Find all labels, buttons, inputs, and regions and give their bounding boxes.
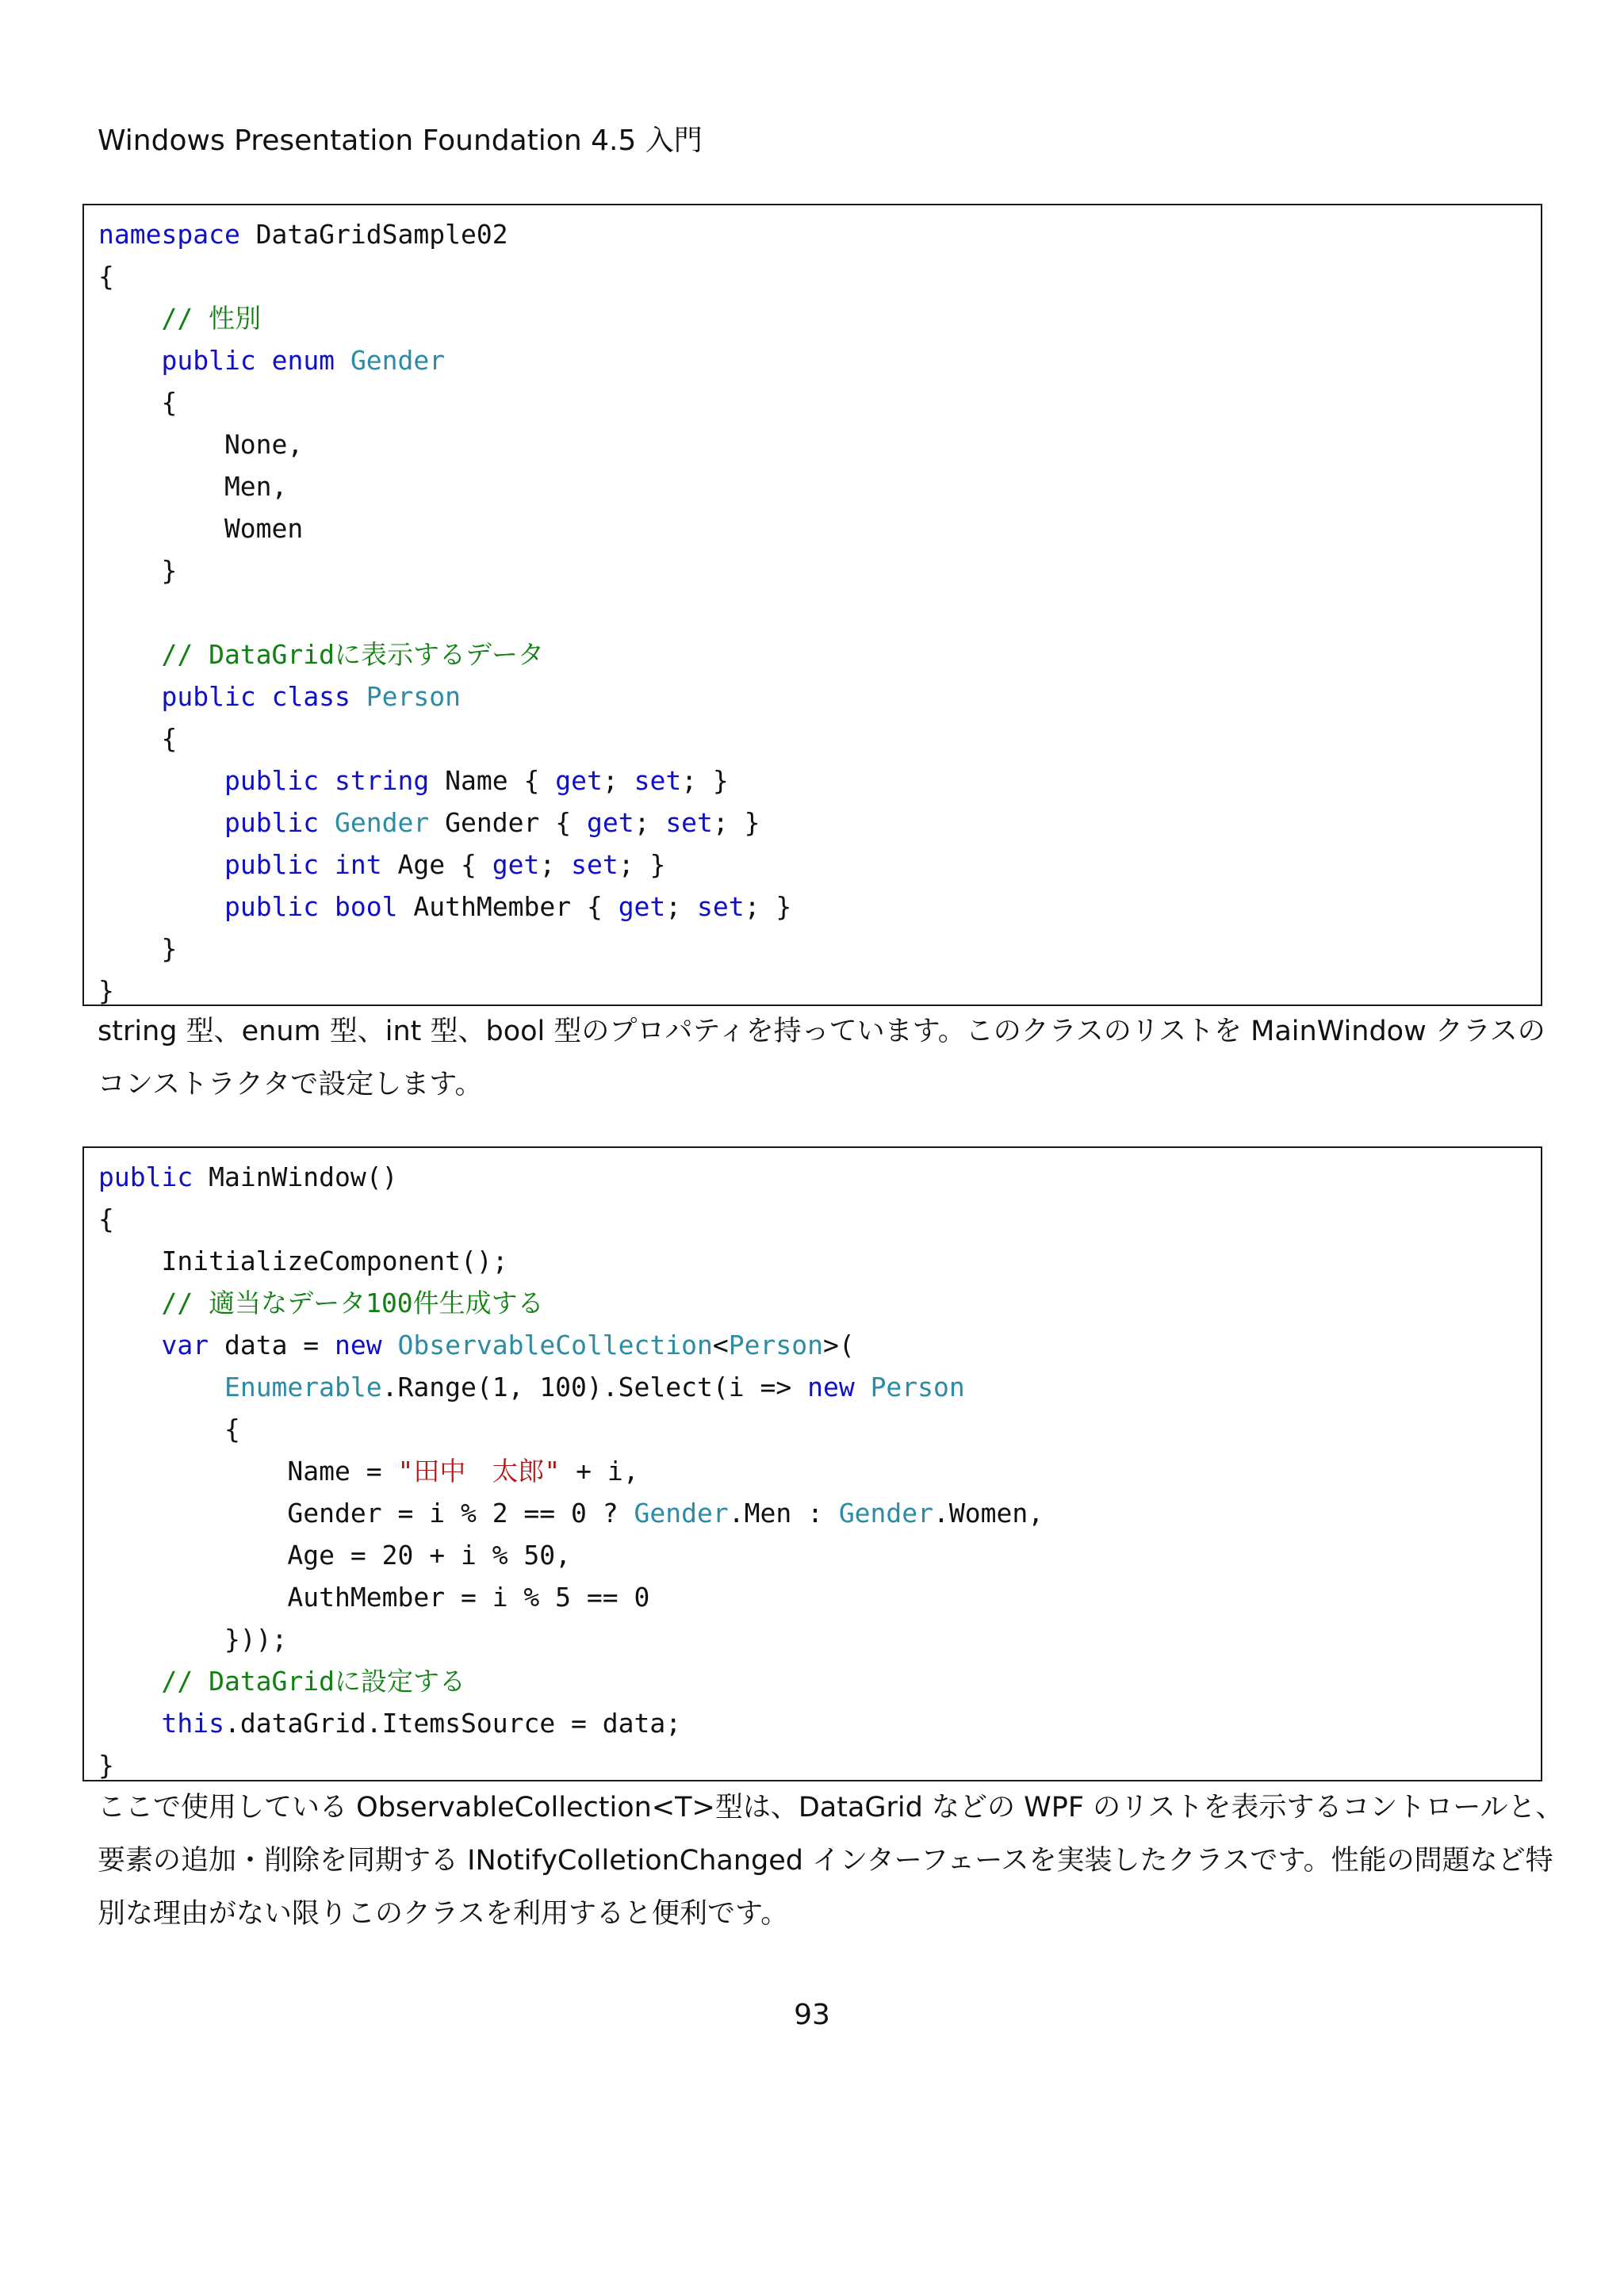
code-token: namespace [98, 219, 240, 250]
code-line [98, 1324, 1541, 1366]
code-token: Name { [429, 765, 556, 796]
code-token [350, 681, 366, 712]
code-line [98, 1702, 1541, 1744]
code-token [335, 345, 350, 376]
code-token: ; [665, 891, 698, 922]
code-token: Person [366, 681, 462, 712]
code-line [98, 1660, 1541, 1702]
code-token: var [161, 1330, 209, 1360]
code-token: Age { [381, 849, 492, 880]
code-token: public [224, 849, 320, 880]
code-token [98, 765, 224, 796]
code-token: get [618, 891, 666, 922]
code-token: this [161, 1708, 224, 1739]
code-token: Gender { [429, 807, 587, 838]
code-token [256, 345, 272, 376]
code-token: public [98, 1161, 193, 1192]
code-token [855, 1372, 871, 1402]
code-line [98, 1240, 1541, 1282]
code-line [98, 591, 1541, 633]
code-token: "田中 太郎" [397, 1456, 561, 1487]
code-line [98, 760, 1541, 802]
code-token: { [98, 1203, 114, 1234]
code-block-mainwindow-constructor [82, 1146, 1542, 1781]
paragraph-line: 別な理由がない限りこのクラスを利用すると便利です。 [98, 1898, 789, 1930]
code-token: Name = [98, 1456, 398, 1487]
code-token [256, 681, 272, 712]
code-token: class [271, 681, 350, 712]
code-token: public [224, 891, 320, 922]
code-block-enum-and-class [82, 204, 1542, 1006]
code-token: enum [271, 345, 335, 376]
code-token: .Men : [728, 1498, 839, 1529]
code-line [98, 1534, 1541, 1576]
code-token [98, 807, 224, 838]
code-token: AuthMember { [397, 891, 619, 922]
code-line [98, 718, 1541, 760]
code-token: // 性別 [98, 303, 262, 334]
code-line [98, 381, 1541, 423]
code-line [98, 297, 1541, 339]
code-token: bool [335, 891, 398, 922]
code-token: ; } [618, 849, 666, 880]
code-token: ; } [744, 891, 792, 922]
code-token: ; [602, 765, 634, 796]
code-line [98, 928, 1541, 970]
code-token [98, 681, 161, 712]
code-token: .Women, [933, 1498, 1044, 1529]
code-token: ObservableCollection [397, 1330, 713, 1360]
code-token [98, 1708, 161, 1739]
code-token: Gender [634, 1498, 729, 1529]
code-token: })); [98, 1624, 288, 1655]
code-token: set [697, 891, 745, 922]
code-line [98, 1282, 1541, 1324]
paragraph-line: ここで使用している ObservableCollection<T>型は、DataGrid などの WPF のリストを表示するコントロールと、 [98, 1792, 1564, 1823]
code-token: { [98, 723, 178, 754]
code-token: ; [539, 849, 572, 880]
code-line [98, 1366, 1541, 1408]
code-token [98, 1372, 224, 1402]
paragraph-class-description [98, 1005, 1545, 1112]
code-token: Gender [335, 807, 430, 838]
code-token: AuthMember = i % 5 == 0 [98, 1582, 650, 1613]
code-token: ; } [681, 765, 729, 796]
code-line [98, 1156, 1541, 1198]
code-token: ; [634, 807, 666, 838]
code-token: get [555, 765, 603, 796]
code-token: MainWindow() [193, 1161, 398, 1192]
code-line [98, 1576, 1541, 1618]
code-token: int [335, 849, 382, 880]
code-token [319, 765, 335, 796]
code-line [98, 1618, 1541, 1660]
code-line [98, 1492, 1541, 1534]
paragraph-line: コンストラクタで設定します。 [98, 1069, 483, 1100]
code-token: { [98, 261, 114, 292]
page-number: 93 [794, 1999, 830, 2031]
code-token: .dataGrid.ItemsSource = data; [224, 1708, 682, 1739]
code-line [98, 802, 1541, 844]
code-token: Enumerable [224, 1372, 382, 1402]
code-token: public [161, 345, 256, 376]
code-token: // 適当なデータ100件生成する [98, 1288, 544, 1318]
code-line [98, 423, 1541, 465]
code-line [98, 1744, 1541, 1786]
code-token [98, 345, 161, 376]
code-token: { [98, 387, 178, 418]
code-token: } [98, 975, 114, 1006]
code-line [98, 213, 1541, 255]
code-line [98, 675, 1541, 718]
paragraph-observablecollection-description [98, 1781, 1564, 1941]
code-token: public [161, 681, 256, 712]
code-token: InitializeComponent(); [98, 1246, 508, 1276]
code-token [382, 1330, 398, 1360]
code-token: // DataGridに設定する [98, 1666, 466, 1697]
code-line [98, 633, 1541, 675]
code-token: set [571, 849, 619, 880]
code-token: // DataGridに表示するデータ [98, 639, 545, 670]
code-token: Men, [98, 471, 288, 502]
code-token: get [492, 849, 540, 880]
code-token: } [98, 933, 178, 964]
code-token: } [98, 555, 178, 586]
code-token: < [712, 1330, 729, 1360]
code-token [319, 807, 335, 838]
code-token: Gender [350, 345, 446, 376]
code-token: } [98, 1750, 114, 1781]
code-token: Age = 20 + i % 50, [98, 1540, 572, 1571]
code-line [98, 549, 1541, 591]
code-token: set [634, 765, 682, 796]
code-token: >( [822, 1330, 855, 1360]
code-token: Gender [838, 1498, 934, 1529]
code-line [98, 507, 1541, 549]
code-token: .Range(1, 100).Select(i => [381, 1372, 808, 1402]
running-header: Windows Presentation Foundation 4.5 入門 [98, 124, 703, 157]
code-line [98, 1408, 1541, 1450]
code-line [98, 465, 1541, 507]
code-token [319, 849, 335, 880]
code-token: ; } [712, 807, 760, 838]
paragraph-line: string 型、enum 型、int 型、bool 型のプロパティを持っています。このクラスのリストを MainWindow クラスの [98, 1016, 1545, 1047]
code-token: Person [870, 1372, 965, 1402]
code-line [98, 1450, 1541, 1492]
code-token: set [665, 807, 713, 838]
paragraph-line: 要素の追加・削除を同期する INotifyColletionChanged インターフェースを実装したクラスです。性能の問題など特 [98, 1845, 1553, 1877]
code-token: None, [98, 429, 304, 460]
code-token [98, 1330, 161, 1360]
code-token: { [98, 1414, 240, 1445]
code-token: new [807, 1372, 855, 1402]
code-token: Gender = i % 2 == 0 ? [98, 1498, 634, 1529]
code-line [98, 1198, 1541, 1240]
code-line [98, 339, 1541, 381]
code-token: new [335, 1330, 382, 1360]
code-token: public [224, 807, 320, 838]
code-token: DataGridSample02 [239, 219, 508, 250]
code-token [98, 849, 224, 880]
code-token: data = [209, 1330, 335, 1360]
code-token: get [586, 807, 634, 838]
code-token: Person [728, 1330, 823, 1360]
code-token: public [224, 765, 320, 796]
code-token: string [335, 765, 430, 796]
code-token [98, 891, 224, 922]
code-line [98, 844, 1541, 886]
code-line [98, 255, 1541, 297]
code-token: Women [98, 513, 304, 544]
code-line [98, 886, 1541, 928]
code-token: + i, [560, 1456, 639, 1487]
code-token [319, 891, 335, 922]
